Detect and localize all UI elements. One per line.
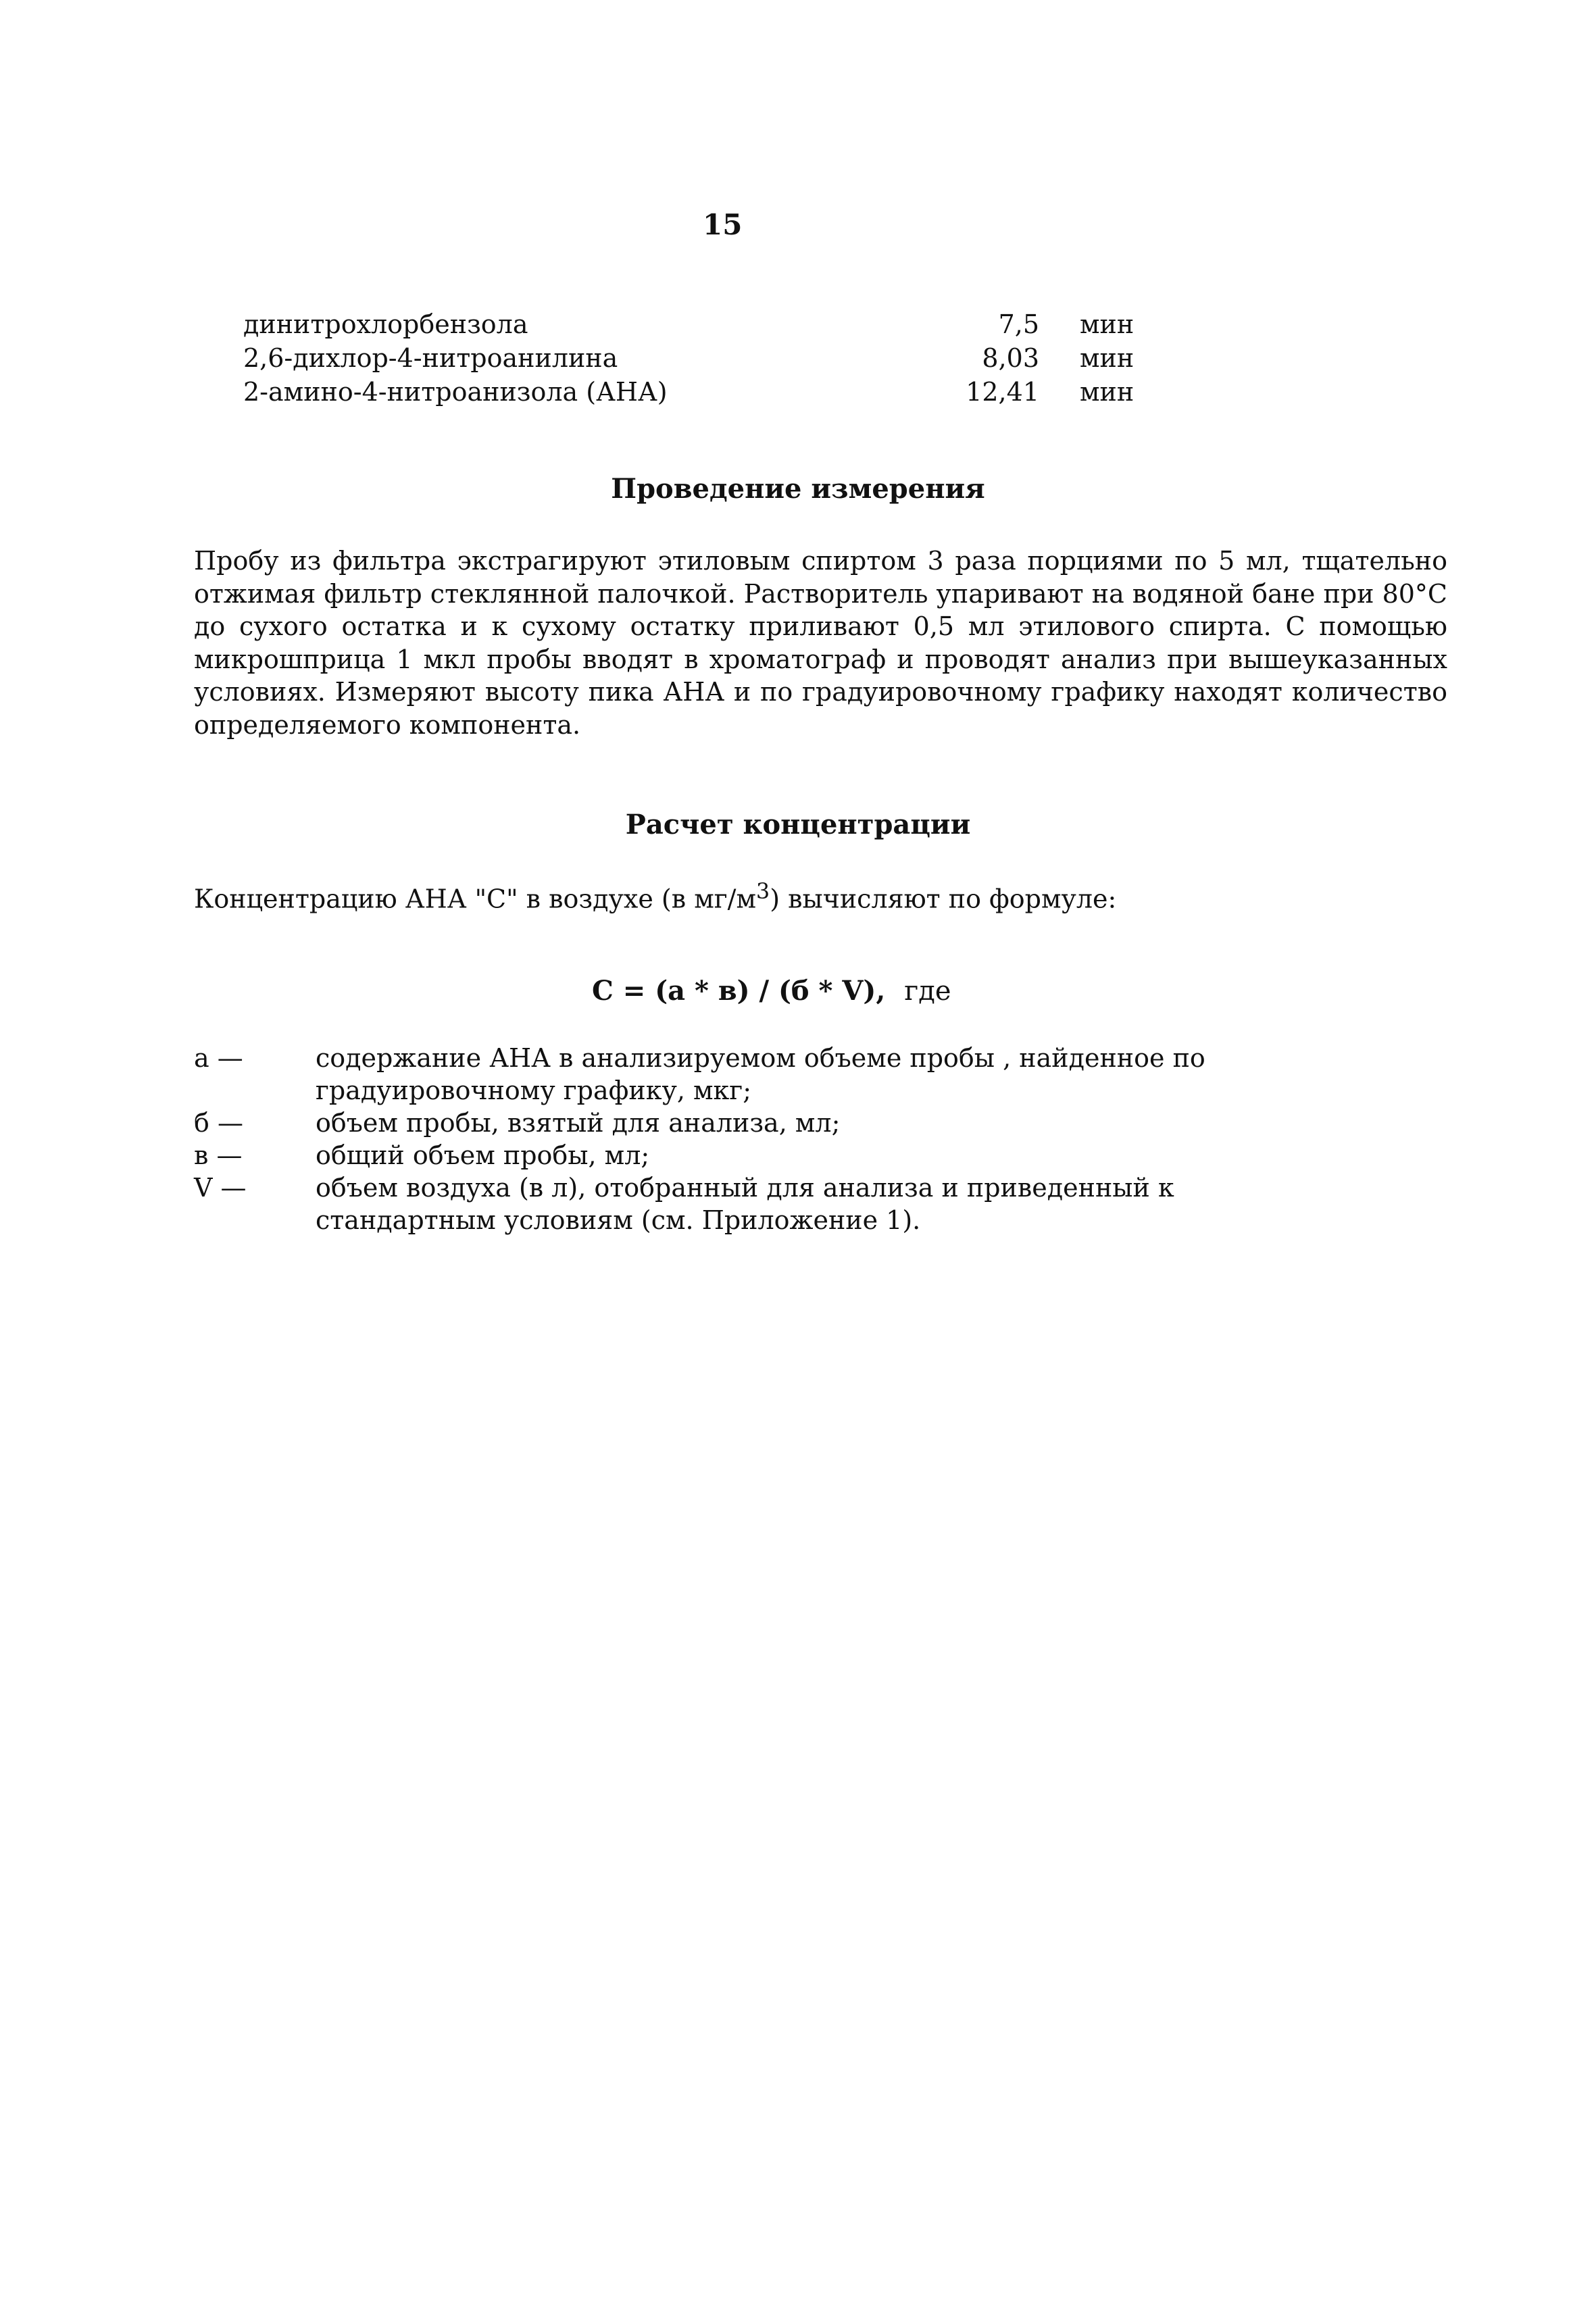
formula-where: где [904, 976, 951, 1007]
table-row [243, 375, 1142, 409]
retention-value: 12,41 [966, 377, 1039, 407]
definition-text: объем пробы, взятый для анализа, мл; [316, 1108, 841, 1138]
formula-intro [194, 880, 1116, 914]
measurement-paragraph: Пробу из фильтра экстрагируют этиловым спиртом 3 раза порциями по 5 мл, тщательно отжимая фильтр стеклянной палочкой. Растворитель упаривают на водяной бане при 80°С до сухого остатка и к сухому остатку приливают 0,5 мл этилового спирта. С помощью микрошприца 1 мкл пробы вводят в хроматограф и проводят анализ при вышеуказанных условиях. Измеряют высоту пика АНА и по градуировочному графику находят количество определяемого компонента. [194, 546, 1447, 740]
definition-row [194, 1107, 1329, 1139]
formula-expression: С = (а * в) / (б * V), [592, 975, 886, 1007]
compound-name: динитрохлорбензола [243, 309, 528, 339]
cubic-superscript: 3 [756, 880, 770, 904]
page-number: 15 [703, 208, 743, 241]
compound-name: 2-амино-4-нитроанизола (АНА) [243, 377, 668, 407]
definition-row [194, 1139, 1329, 1172]
definition-row [194, 1042, 1329, 1107]
retention-unit: мин [1080, 309, 1134, 339]
table-row [243, 341, 1142, 375]
compound-name: 2,6-дихлор-4-нитроанилина [243, 343, 618, 373]
definition-text: содержание АНА в анализируемом объеме пробы , найденное по градуировочному графику, мкг; [316, 1043, 1205, 1105]
table-row [243, 307, 1142, 341]
retention-value: 7,5 [998, 309, 1039, 339]
definition-term: а — [194, 1043, 243, 1073]
calculation-heading: Расчет концентрации [625, 809, 971, 840]
retention-time-table [243, 307, 1142, 409]
definition-text: общий объем пробы, мл; [316, 1140, 650, 1170]
definition-term: V — [194, 1173, 247, 1203]
retention-unit: мин [1080, 377, 1134, 407]
definition-text: объем воздуха (в л), отобранный для анализа и приведенный к стандартным условиям (см. Приложение 1). [316, 1173, 1174, 1235]
formula-intro-text-end: ) вычисляют по формуле: [770, 884, 1117, 914]
definition-row [194, 1172, 1329, 1236]
formula-intro-text: Концентрацию АНА "С" в воздухе (в мг/м [194, 884, 757, 914]
retention-unit: мин [1080, 343, 1134, 373]
measurement-heading: Проведение измерения [611, 473, 985, 505]
definition-term: б — [194, 1108, 243, 1138]
concentration-formula [592, 975, 951, 1007]
definition-term: в — [194, 1140, 243, 1170]
retention-value: 8,03 [982, 343, 1039, 373]
variable-definitions [194, 1042, 1329, 1236]
